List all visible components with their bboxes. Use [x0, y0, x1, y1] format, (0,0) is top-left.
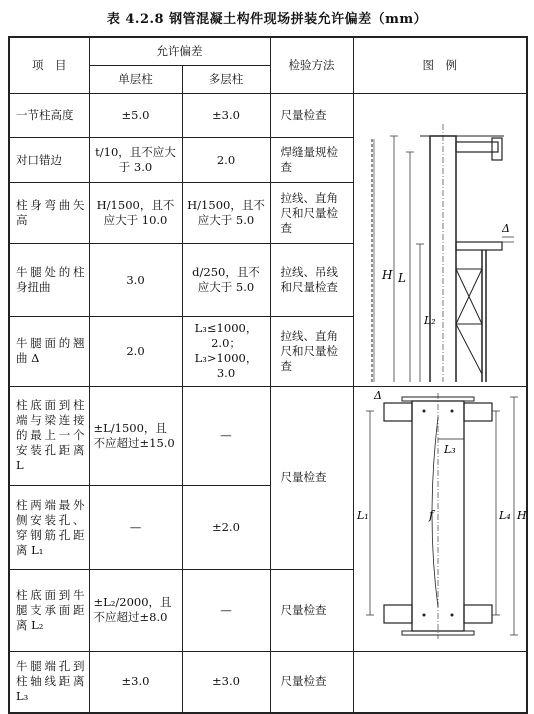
column-elevation-figure	[354, 94, 528, 382]
multi-cell: ±3.0	[182, 651, 270, 713]
method-cell: 尺量检查	[270, 651, 353, 713]
label-L1: L₁	[356, 508, 369, 522]
header-figure: 图 例	[353, 37, 527, 93]
method-cell: 拉线、直角尺和尺量检查	[270, 317, 353, 386]
header-method: 检验方法	[270, 37, 353, 93]
label-delta-bottom: Δ	[373, 388, 382, 402]
multi-cell: ±3.0	[182, 93, 270, 138]
header-multi: 多层柱	[182, 65, 270, 93]
multi-cell: H/1500，且不应大于 5.0	[182, 183, 270, 244]
single-cell: ±5.0	[89, 93, 182, 138]
table-row	[9, 93, 527, 138]
item-cell: 一节柱高度	[9, 93, 89, 138]
label-delta-top: Δ	[501, 221, 510, 235]
method-cell: 拉线、直角尺和尺量检查	[270, 183, 353, 244]
multi-cell: ±2.0	[182, 486, 270, 570]
item-cell: 牛腿面的翘曲 Δ	[9, 317, 89, 386]
multi-cell: —	[182, 569, 270, 651]
single-cell: H/1500，且不应大于 10.0	[89, 183, 182, 244]
single-cell: ±3.0	[89, 651, 182, 713]
column-plan-figure	[354, 387, 528, 647]
multi-cell: L₃≤1000，2.0；L₃>1000，3.0	[182, 317, 270, 386]
label-L4: L₄	[498, 508, 511, 522]
table-row	[9, 386, 527, 486]
label-L3: L₃	[443, 442, 456, 456]
single-cell: ±L/1500，且不应超过±15.0	[89, 386, 182, 486]
method-cell: 尺量检查	[270, 93, 353, 138]
item-cell: 柱身弯曲矢高	[9, 183, 89, 244]
multi-cell: d/250，且不应大于 5.0	[182, 244, 270, 317]
figure-top-cell	[353, 93, 527, 386]
item-cell: 牛腿端孔到柱轴线距离 L₃	[9, 651, 89, 713]
item-cell: 柱底面到牛腿支承面距离 L₂	[9, 569, 89, 651]
figure-empty-cell	[353, 651, 527, 713]
multi-cell: 2.0	[182, 138, 270, 183]
item-cell: 对口错边	[9, 138, 89, 183]
method-cell: 拉线、吊线和尺量检查	[270, 244, 353, 317]
method-cell: 焊缝量规检查	[270, 138, 353, 183]
single-cell: —	[89, 486, 182, 570]
item-cell: 柱两端最外侧安装孔、穿钢筋孔距离 L₁	[9, 486, 89, 570]
label-H: H	[381, 267, 392, 282]
header-allowed: 允许偏差	[89, 37, 270, 65]
multi-cell: —	[182, 386, 270, 486]
tolerance-table	[8, 36, 528, 714]
label-L2: L₂	[423, 313, 436, 327]
figure-bottom-cell	[353, 386, 527, 651]
label-L: L	[397, 270, 406, 285]
single-cell: 3.0	[89, 244, 182, 317]
header-single: 单层柱	[89, 65, 182, 93]
item-cell: 柱底面到柱端与梁连接的最上一个安装孔距离 L	[9, 386, 89, 486]
item-cell: 牛腿处的柱身扭曲	[9, 244, 89, 317]
header-item: 项 目	[9, 37, 89, 93]
method-cell: 尺量检查	[270, 386, 353, 569]
single-cell: 2.0	[89, 317, 182, 386]
label-f: f	[428, 507, 433, 522]
label-H2: H	[516, 508, 527, 522]
single-cell: ±L₂/2000，且不应超过±8.0	[89, 569, 182, 651]
single-cell: t/10，且不应大于 3.0	[89, 138, 182, 183]
table-row	[9, 651, 527, 713]
table-caption: 表 4.2.8 钢管混凝土构件现场拼装允许偏差（mm）	[106, 12, 428, 27]
method-cell: 尺量检查	[270, 569, 353, 651]
